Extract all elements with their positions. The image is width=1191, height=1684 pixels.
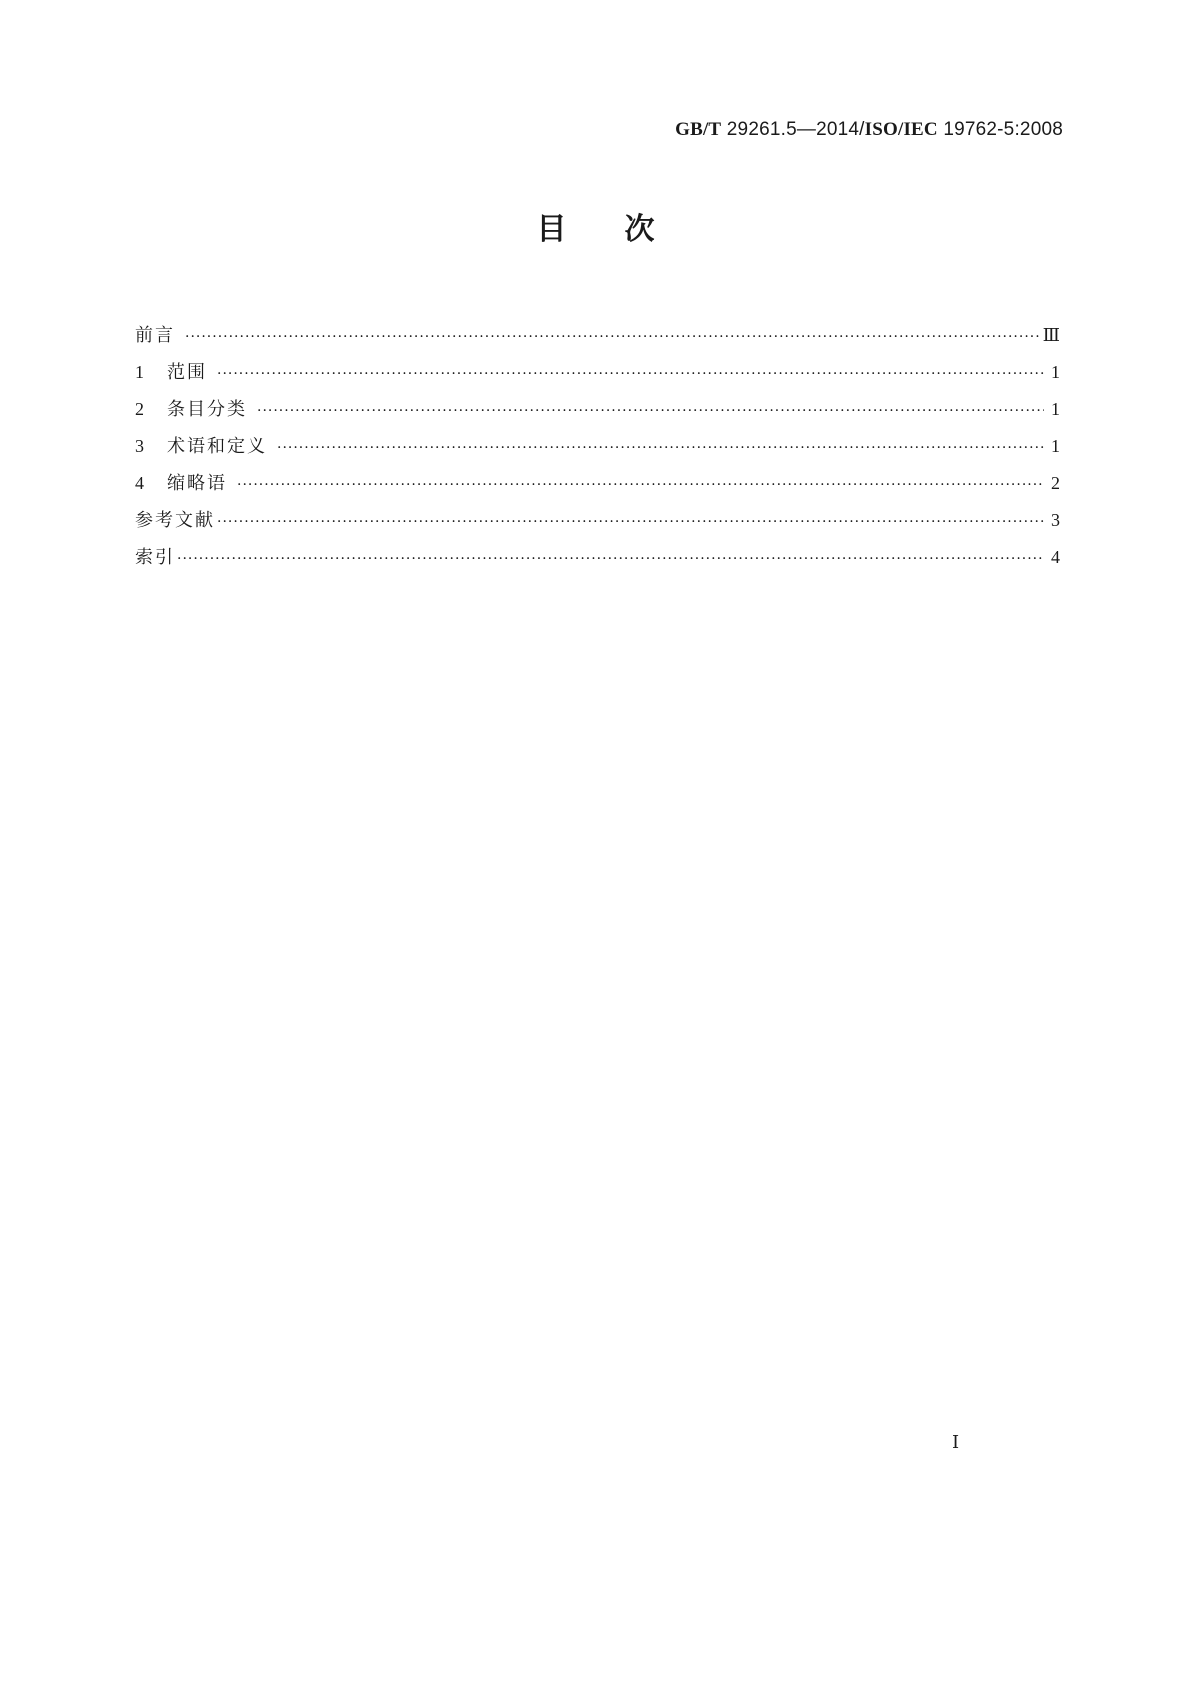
toc-entry-label[interactable]: 前言	[135, 325, 175, 346]
toc-entry-page: 3	[1051, 510, 1060, 530]
standard-code-gbt: GB/T	[675, 119, 722, 140]
toc-entry-label[interactable]: 索引	[135, 547, 175, 568]
toc-entry-scope[interactable]	[135, 359, 1060, 396]
toc-entry-number: 1	[135, 362, 144, 382]
toc-entry-page: 1	[1051, 436, 1060, 456]
page-title: 目次	[536, 212, 713, 247]
standard-number-isoiec: 19762-5:2008	[937, 119, 1063, 140]
standard-number-gbt: 29261.5—2014/	[721, 119, 865, 140]
toc-entry-abbreviations[interactable]	[135, 470, 1060, 507]
toc-dot-leader	[237, 472, 1044, 498]
toc-entry-index[interactable]	[135, 544, 1060, 581]
toc-entry-label[interactable]: 缩略语	[167, 473, 227, 494]
toc-entry-foreword[interactable]	[135, 322, 1060, 359]
toc-entry-label[interactable]: 范围	[167, 362, 207, 383]
page-number: Ⅰ	[952, 1432, 960, 1452]
toc-entry-page: 4	[1051, 547, 1060, 567]
toc-entry-terms-definitions[interactable]	[135, 433, 1060, 470]
toc-entry-number: 2	[135, 399, 144, 419]
toc-dot-leader	[257, 398, 1044, 424]
toc-entry-page: 1	[1051, 362, 1060, 382]
toc-dot-leader	[277, 435, 1044, 461]
toc-entry-label[interactable]: 术语和定义	[167, 436, 267, 457]
toc-dot-leader	[217, 509, 1044, 535]
toc-entry-page: 1	[1051, 399, 1060, 419]
standard-code-isoiec: ISO/IEC	[864, 119, 938, 140]
toc-dot-leader	[177, 546, 1044, 572]
toc-entry-number: 4	[135, 473, 144, 493]
standard-designation	[675, 118, 1063, 141]
toc-dot-leader	[217, 361, 1044, 387]
table-of-contents	[135, 322, 1060, 581]
toc-entry-page: 2	[1051, 473, 1060, 493]
toc-entry-number: 3	[135, 436, 144, 456]
toc-entry-label[interactable]: 参考文献	[135, 510, 215, 531]
toc-entry-classification[interactable]	[135, 396, 1060, 433]
toc-dot-leader	[185, 324, 1039, 350]
toc-entry-bibliography[interactable]	[135, 507, 1060, 544]
toc-entry-page: Ⅲ	[1042, 325, 1060, 345]
toc-entry-label[interactable]: 条目分类	[167, 399, 247, 420]
